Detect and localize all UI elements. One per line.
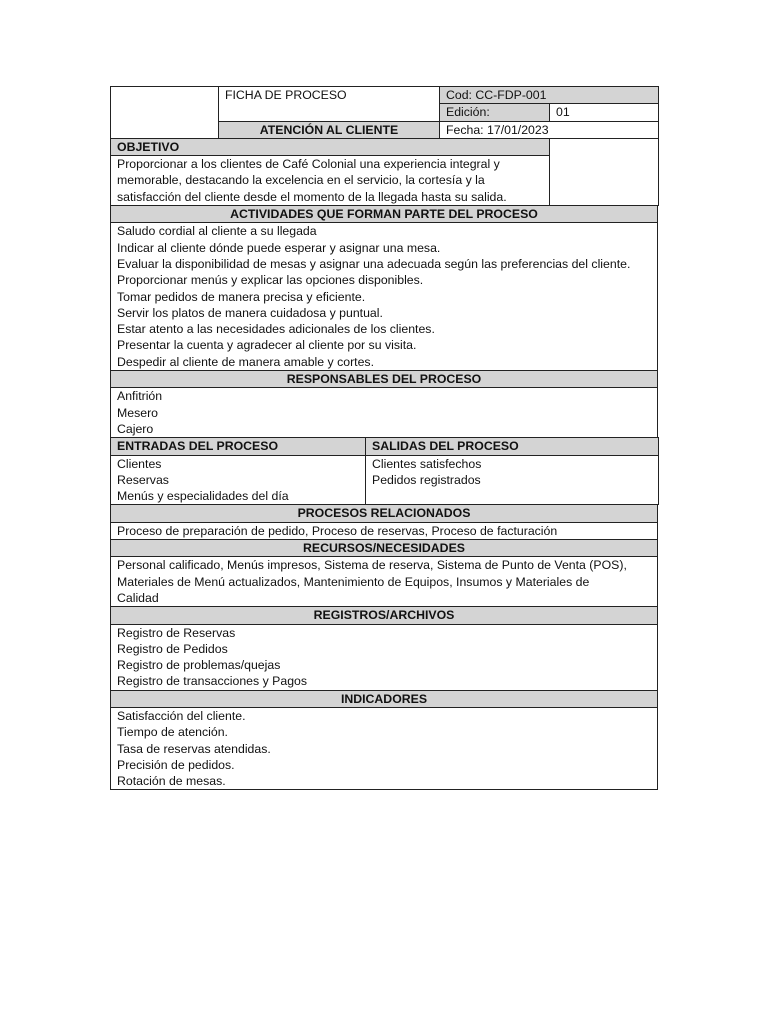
- objective-table: [110, 138, 659, 206]
- list-item: Rotación de mesas.: [117, 774, 226, 789]
- recursos-text: [111, 557, 658, 607]
- activities-table: [110, 205, 658, 438]
- entradas-list: [111, 455, 366, 505]
- objective-side-cell: [550, 138, 659, 205]
- salidas-heading: SALIDAS DEL PROCESO: [366, 438, 659, 455]
- io-table: [110, 437, 659, 505]
- list-item: Cajero: [117, 421, 154, 436]
- list-item: Clientes satisfechos: [372, 456, 482, 471]
- list-item: Menús y especialidades del día: [117, 489, 289, 504]
- list-item: Indicar al cliente dónde puede esperar y asignar una mesa.: [117, 240, 441, 255]
- list-item: Registro de Pedidos: [117, 641, 228, 656]
- header-table: [110, 86, 659, 139]
- edition-value: 01: [550, 104, 659, 121]
- details-table: [110, 504, 658, 790]
- list-item: Tomar pedidos de manera precisa y eficiente.: [117, 289, 366, 304]
- objective-heading: OBJETIVO: [111, 138, 550, 155]
- list-item: Tiempo de atención.: [117, 725, 228, 740]
- list-item: Evaluar la disponibilidad de mesas y asignar una adecuada según las preferencias del cliente.: [117, 256, 631, 271]
- code-cell: Cod: CC-FDP-001: [440, 87, 659, 104]
- list-item: Precisión de pedidos.: [117, 757, 235, 772]
- relacionados-text: Proceso de preparación de pedido, Proceso de reservas, Proceso de facturación: [111, 522, 658, 539]
- salidas-list: [366, 455, 659, 505]
- objective-text: [111, 156, 550, 206]
- list-item: Despedir al cliente de manera amable y cortes.: [117, 354, 374, 369]
- list-item: Registro de problemas/quejas: [117, 658, 281, 673]
- recursos-heading: RECURSOS/NECESIDADES: [111, 540, 658, 557]
- recursos-line: Materiales de Menú actualizados, Mantenimiento de Equipos, Insumos y Materiales de: [117, 574, 590, 589]
- list-item: Satisfacción del cliente.: [117, 708, 246, 723]
- list-item: Presentar la cuenta y agradecer al cliente por su visita.: [117, 338, 417, 353]
- list-item: Clientes: [117, 456, 162, 471]
- objective-line: memorable, destacando la excelencia en el servicio, la cortesía y la: [117, 173, 485, 188]
- list-item: Saludo cordial al cliente a su llegada: [117, 224, 317, 239]
- list-item: Pedidos registrados: [372, 472, 481, 487]
- process-sheet: [110, 86, 658, 790]
- activities-list: [111, 223, 658, 371]
- ficha-label: FICHA DE PROCESO: [219, 87, 440, 122]
- list-item: Mesero: [117, 405, 159, 420]
- list-item: Reservas: [117, 472, 169, 487]
- registros-heading: REGISTROS/ARCHIVOS: [111, 607, 658, 624]
- list-item: Proporcionar menús y explicar las opciones disponibles.: [117, 273, 424, 288]
- list-item: Anfitrión: [117, 389, 163, 404]
- recursos-line: Calidad: [117, 590, 159, 605]
- process-name: ATENCIÓN AL CLIENTE: [219, 121, 440, 138]
- list-item: Registro de transacciones y Pagos: [117, 674, 308, 689]
- list-item: Tasa de reservas atendidas.: [117, 741, 271, 756]
- date-cell: Fecha: 17/01/2023: [440, 121, 659, 138]
- indicadores-list: [111, 707, 658, 789]
- responsables-list: [111, 388, 658, 438]
- list-item: Estar atento a las necesidades adicionales de los clientes.: [117, 322, 435, 337]
- responsables-heading: RESPONSABLES DEL PROCESO: [111, 371, 658, 388]
- registros-list: [111, 624, 658, 690]
- activities-heading: ACTIVIDADES QUE FORMAN PARTE DEL PROCESO: [111, 206, 658, 223]
- list-item: Registro de Reservas: [117, 625, 236, 640]
- edition-label: Edición:: [440, 104, 550, 121]
- entradas-heading: ENTRADAS DEL PROCESO: [111, 438, 366, 455]
- logo-cell: [111, 87, 219, 139]
- objective-line: satisfacción del cliente desde el momento de la llegada hasta su salida.: [117, 189, 507, 204]
- objective-line: Proporcionar a los clientes de Café Colonial una experiencia integral y: [117, 157, 500, 172]
- recursos-line: Personal calificado, Menús impresos, Sistema de reserva, Sistema de Punto de Venta (POS),: [117, 558, 627, 573]
- indicadores-heading: INDICADORES: [111, 690, 658, 707]
- list-item: Servir los platos de manera cuidadosa y puntual.: [117, 305, 383, 320]
- relacionados-heading: PROCESOS RELACIONADOS: [111, 505, 658, 522]
